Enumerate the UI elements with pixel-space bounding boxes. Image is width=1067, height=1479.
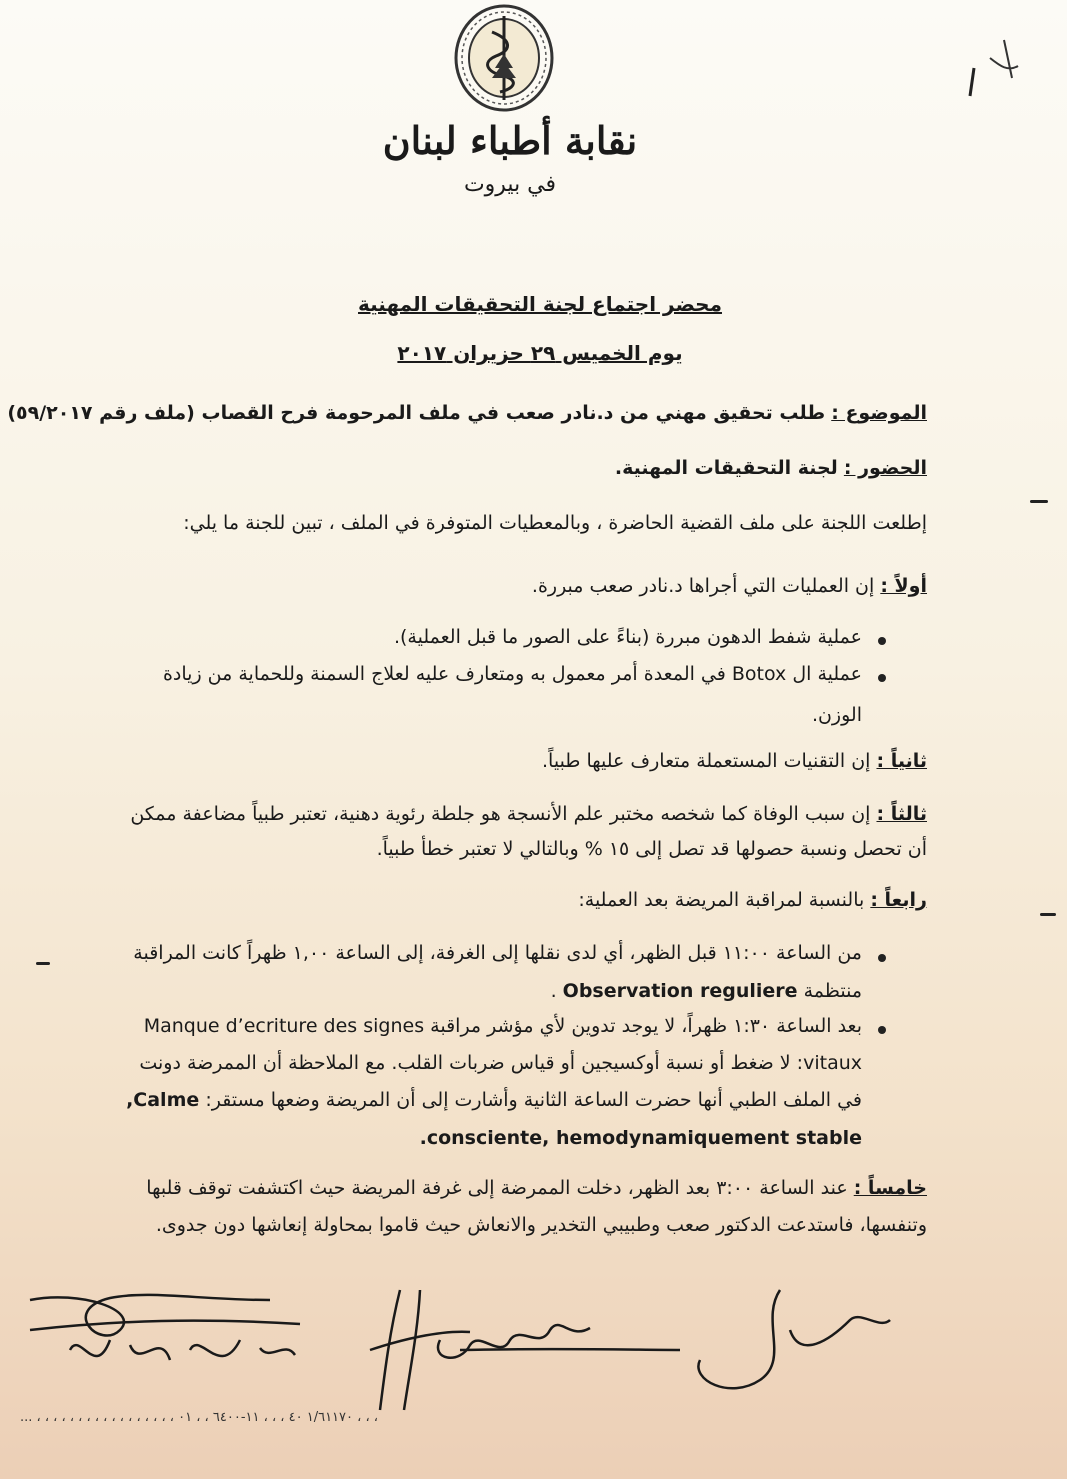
first-bullet-2-pre: عملية ال — [792, 663, 862, 685]
first-point — [107, 573, 927, 599]
fourth-label: رابعاً : — [870, 889, 927, 911]
bullet-icon — [878, 637, 886, 645]
first-bullet-2-latin: Botox — [731, 663, 787, 685]
fourth-bullet-2-line-1 — [42, 1013, 862, 1039]
fourth-bullet-2-ar-1: بعد الساعة ١:٣٠ ظهراً، لا يوجد تدوين لأي مؤشر مراقبة — [430, 1015, 862, 1037]
attendance-label: الحضور : — [843, 457, 927, 479]
third-label: ثالثاً : — [876, 803, 927, 825]
first-bullet-1: عملية شفط الدهون مبررة (بناءً على الصور ما قبل العملية). — [393, 626, 862, 648]
margin-mark-icon — [1040, 913, 1056, 916]
org-name: نقابة أطباء لبنان — [382, 118, 638, 163]
first-bullet-2-cont: الوزن. — [811, 704, 862, 726]
bullet-icon — [878, 954, 886, 962]
fourth-bullet-1-ar: منتظمة — [803, 980, 862, 1002]
intro-line: إطلعت اللجنة على ملف القضية الحاضرة ، وبالمعطيات المتوفرة في الملف ، تبين للجنة ما يلي: — [183, 512, 927, 534]
fourth-bullet-2-line-3 — [42, 1087, 862, 1113]
corner-handwritten-mark — [960, 28, 1030, 108]
third-point-line-1 — [67, 801, 927, 827]
fourth-bullet-2-ar-2: : لا ضغط أو نسبة أوكسيجين أو قياس ضربات القلب. مع الملاحظة أن الممرضة دونت — [139, 1052, 804, 1074]
subject-line — [7, 400, 927, 426]
fourth-bullet-2-line-2 — [42, 1050, 862, 1076]
signatures — [0, 1270, 1067, 1430]
fifth-label: خامساً : — [853, 1177, 927, 1199]
org-city: في بيروت — [463, 172, 557, 197]
signature-left — [30, 1295, 300, 1360]
fourth-bullet-1-line-1: من الساعة ١١:٠٠ قبل الظهر، أي لدى نقلها إلى الغرفة، إلى الساعة ١,٠٠ ظهراً كانت المراقبة — [133, 942, 862, 964]
fourth-bullet-2-latin-2: vitaux — [803, 1052, 862, 1074]
signature-right — [698, 1290, 890, 1388]
fourth-bullet-1-line-2: منتظمة Observation reguliere . — [550, 980, 862, 1002]
fourth-text: بالنسبة لمراقبة المريضة بعد العملية: — [578, 889, 865, 911]
fourth-bullet-2-latin-4: consciente, hemodynamiquement stable. — [419, 1127, 862, 1149]
attendance-text: لجنة التحقيقات المهنية. — [614, 457, 838, 479]
fourth-bullet-2-line-4 — [42, 1125, 862, 1151]
attendance-line — [107, 455, 927, 481]
third-line-1: إن سبب الوفاة كما شخصه مختبر علم الأنسجة هو جلطة رئوية دهنية، تعتبر طبياً مضاعفة ممكن — [130, 803, 871, 825]
first-bullet-2-post: في المعدة أمر معمول به ومتعارف عليه لعلاج السمنة وللحماية من زيادة — [162, 663, 726, 685]
second-point — [107, 748, 927, 774]
fourth-bullet-2-ar-3: في الملف الطبي أنها حضرت الساعة الثانية وأشارت إلى أن المريضة وضعها مستقر: — [205, 1089, 862, 1111]
fourth-point — [107, 887, 927, 913]
second-text: إن التقنيات المستعملة متعارف عليها طبياً. — [542, 750, 871, 772]
fourth-bullet-1-latin: Observation reguliere — [562, 980, 798, 1002]
margin-mark-icon — [1030, 500, 1048, 503]
bullet-icon — [878, 1026, 886, 1034]
fifth-point-line-2: وتنفسها، فاستدعت الدكتور صعب وطبيبي التخدير والانعاش حيث قاموا بمحاولة إنعاشها دون جدوى. — [155, 1214, 927, 1236]
third-point-line-2: أن تحصل ونسبة حصولها قد تصل إلى ١٥ % وبالتالي لا تعتبر خطأ طبياً. — [376, 838, 927, 860]
fifth-line-1: عند الساعة ٣:٠٠ بعد الظهر، دخلت الممرضة إلى غرفة المريضة حيث اكتشفت توقف قلبها — [146, 1177, 848, 1199]
document-title: محضر اجتماع لجنة التحقيقات المهنية — [358, 292, 722, 316]
first-label: أولاً : — [880, 575, 927, 597]
subject-text: طلب تحقيق مهني من د.نادر صعب في ملف المرحومة فرح القصاب (ملف رقم ٥٩/٢٠١٧) — [7, 402, 826, 424]
fourth-bullet-2-latin-3: Calme, — [126, 1089, 200, 1111]
margin-mark-icon — [36, 962, 50, 965]
first-bullet-2 — [92, 661, 862, 687]
fifth-point-line-1 — [107, 1175, 927, 1201]
meeting-date: يوم الخميس ٢٩ حزيران ٢٠١٧ — [397, 341, 683, 365]
first-text: إن العمليات التي أجراها د.نادر صعب مبررة. — [531, 575, 875, 597]
syndicate-seal-logo — [452, 2, 556, 114]
bullet-icon — [878, 674, 886, 682]
subject-label: الموضوع : — [831, 402, 927, 424]
footer-contact-line: ... ، ، ، ، ، ، ، ، ، ، ، ، ، ، ، ، ، ١/٦١١٧٠ ٤٠ ، ، ، ١١-٦٤٠٠ ، ، ٠١ ، ، ، — [20, 1410, 378, 1425]
fourth-bullet-2-latin-1: Manque d’ecriture des signes — [143, 1015, 425, 1037]
second-label: ثانياً : — [876, 750, 927, 772]
signature-middle — [370, 1290, 680, 1410]
